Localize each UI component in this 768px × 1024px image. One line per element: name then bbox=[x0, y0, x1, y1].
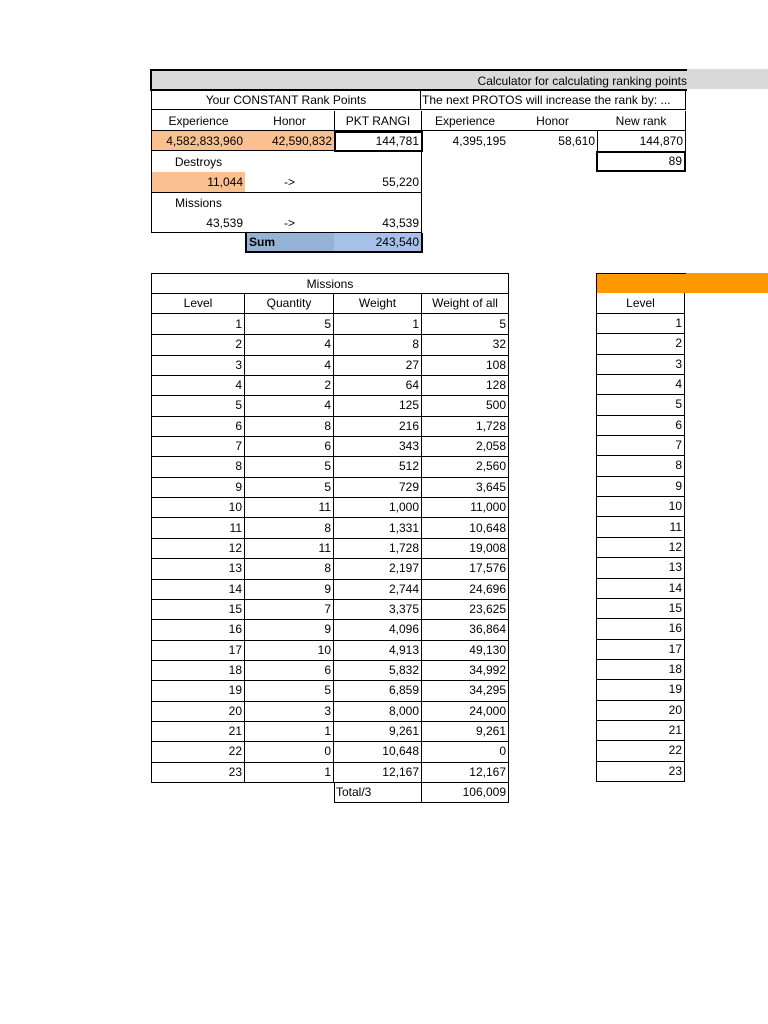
header-pkt-rangi: PKT RANGI bbox=[334, 111, 422, 131]
missions-cell-level: 15 bbox=[151, 599, 245, 620]
right-header-level: Level bbox=[596, 293, 685, 314]
right-level-cell: 22 bbox=[596, 740, 685, 761]
missions-cell-quantity[interactable]: 5 bbox=[245, 477, 334, 498]
right-level-cell: 10 bbox=[596, 496, 685, 517]
missions-cell-level: 3 bbox=[151, 355, 245, 376]
right-level-cell: 12 bbox=[596, 537, 685, 558]
right-level-cell: 16 bbox=[596, 618, 685, 639]
missions-cell-quantity[interactable]: 9 bbox=[245, 579, 334, 600]
missions-cell-weight: 343 bbox=[334, 436, 422, 457]
right-level-cell: 14 bbox=[596, 578, 685, 599]
missions-cell-weight-of-all: 5 bbox=[422, 314, 509, 335]
missions-cell-weight: 125 bbox=[334, 395, 422, 416]
right-header-divider bbox=[596, 273, 686, 294]
missions-cell-quantity[interactable]: 6 bbox=[245, 660, 334, 681]
missions-label: Missions bbox=[151, 193, 245, 213]
missions-cell-quantity[interactable]: 1 bbox=[245, 721, 334, 742]
missions-cell-weight-of-all: 23,625 bbox=[422, 599, 509, 620]
header-honor: Honor bbox=[245, 111, 334, 131]
missions-cell-weight-of-all: 500 bbox=[422, 395, 509, 416]
missions-cell-quantity[interactable]: 8 bbox=[245, 518, 334, 539]
missions-cell-weight: 64 bbox=[334, 375, 422, 396]
right-border-upper bbox=[421, 152, 422, 213]
missions-cell-level: 20 bbox=[151, 701, 245, 722]
missions-cell-quantity[interactable]: 3 bbox=[245, 701, 334, 722]
left-border-upper bbox=[151, 90, 152, 233]
missions-cell-level: 12 bbox=[151, 538, 245, 559]
missions-cell-quantity[interactable]: 11 bbox=[245, 538, 334, 559]
missions-cell-weight: 1,000 bbox=[334, 497, 422, 518]
missions-cell-weight: 3,375 bbox=[334, 599, 422, 620]
missions-cell-weight: 6,859 bbox=[334, 680, 422, 701]
right-level-cell: 9 bbox=[596, 476, 685, 497]
missions-cell-level: 8 bbox=[151, 456, 245, 477]
missions-cell-weight: 2,197 bbox=[334, 558, 422, 579]
missions-cell-quantity[interactable]: 6 bbox=[245, 436, 334, 457]
missions-cell-weight: 1 bbox=[334, 314, 422, 335]
missions-cell-quantity[interactable]: 4 bbox=[245, 395, 334, 416]
missions-cell-weight-of-all: 10,648 bbox=[422, 518, 509, 539]
rank-increase-value: 89 bbox=[596, 151, 686, 172]
right-level-cell: 19 bbox=[596, 679, 685, 700]
missions-cell-weight-of-all: 108 bbox=[422, 355, 509, 376]
constant-rank-title: Your CONSTANT Rank Points bbox=[151, 90, 421, 110]
missions-cell-level: 6 bbox=[151, 416, 245, 437]
right-level-cell: 5 bbox=[596, 394, 685, 415]
right-level-cell: 6 bbox=[596, 415, 685, 436]
right-level-cell: 8 bbox=[596, 455, 685, 476]
missions-cell-level: 9 bbox=[151, 477, 245, 498]
missions-cell-level: 18 bbox=[151, 660, 245, 681]
missions-header-quantity: Quantity bbox=[245, 293, 334, 314]
missions-cell-weight-of-all: 19,008 bbox=[422, 538, 509, 559]
missions-cell-weight: 1,331 bbox=[334, 518, 422, 539]
missions-cell-weight: 1,728 bbox=[334, 538, 422, 559]
missions-cell-level: 4 bbox=[151, 375, 245, 396]
missions-cell-weight: 4,913 bbox=[334, 640, 422, 661]
missions-cell-level: 13 bbox=[151, 558, 245, 579]
missions-header-level: Level bbox=[151, 293, 245, 314]
header-new-rank: New rank bbox=[597, 111, 686, 131]
missions-cell-weight-of-all: 9,261 bbox=[422, 721, 509, 742]
missions-cell-weight-of-all: 12,167 bbox=[422, 762, 509, 783]
missions-cell-weight: 10,648 bbox=[334, 741, 422, 762]
right-level-cell: 21 bbox=[596, 720, 685, 741]
missions-cell-quantity[interactable]: 11 bbox=[245, 497, 334, 518]
destroys-input[interactable]: 11,044 bbox=[151, 172, 245, 192]
missions-cell-level: 1 bbox=[151, 314, 245, 335]
right-level-cell: 7 bbox=[596, 435, 685, 456]
missions-cell-level: 23 bbox=[151, 762, 245, 783]
missions-cell-quantity[interactable]: 4 bbox=[245, 355, 334, 376]
missions-cell-level: 2 bbox=[151, 334, 245, 355]
right-level-cell: 15 bbox=[596, 598, 685, 619]
missions-cell-weight-of-all: 36,864 bbox=[422, 619, 509, 640]
header-next-experience: Experience bbox=[422, 111, 508, 131]
right-level-cell: 18 bbox=[596, 659, 685, 680]
missions-cell-level: 14 bbox=[151, 579, 245, 600]
next-protos-title: The next PROTOS will increase the rank by: ... bbox=[421, 90, 686, 110]
right-level-cell: 23 bbox=[596, 761, 685, 782]
missions-cell-weight-of-all: 11,000 bbox=[422, 497, 509, 518]
missions-cell-weight: 512 bbox=[334, 456, 422, 477]
missions-cell-quantity[interactable]: 2 bbox=[245, 375, 334, 396]
missions-cell-quantity[interactable]: 5 bbox=[245, 680, 334, 701]
right-level-cell: 17 bbox=[596, 639, 685, 660]
missions-cell-quantity[interactable]: 5 bbox=[245, 314, 334, 335]
missions-cell-quantity[interactable]: 4 bbox=[245, 334, 334, 355]
new-rank-value: 144,870 bbox=[597, 131, 686, 151]
right-level-cell: 13 bbox=[596, 557, 685, 578]
missions-cell-weight: 9,261 bbox=[334, 721, 422, 742]
missions-cell-level: 10 bbox=[151, 497, 245, 518]
missions-cell-weight-of-all: 17,576 bbox=[422, 558, 509, 579]
missions-cell-weight-of-all: 32 bbox=[422, 334, 509, 355]
missions-cell-level: 5 bbox=[151, 395, 245, 416]
right-level-cell: 1 bbox=[596, 313, 685, 334]
missions-cell-weight-of-all: 2,560 bbox=[422, 456, 509, 477]
missions-cell-weight-of-all: 34,992 bbox=[422, 660, 509, 681]
missions-header-weight-of-all: Weight of all bbox=[422, 293, 509, 314]
calculator-title-bar bbox=[150, 69, 687, 91]
missions-total-value: 106,009 bbox=[422, 782, 509, 803]
header-experience: Experience bbox=[151, 111, 245, 131]
missions-cell-level: 21 bbox=[151, 721, 245, 742]
missions-total-label: Total/3 bbox=[334, 782, 422, 803]
honor-input[interactable]: 42,590,832 bbox=[245, 131, 334, 151]
right-level-cell: 3 bbox=[596, 354, 685, 375]
missions-cell-quantity[interactable]: 7 bbox=[245, 599, 334, 620]
missions-cell-level: 22 bbox=[151, 741, 245, 762]
sum-value: 243,540 bbox=[334, 233, 423, 253]
missions-cell-level: 16 bbox=[151, 619, 245, 640]
missions-cell-weight: 8,000 bbox=[334, 701, 422, 722]
missions-cell-weight-of-all: 24,696 bbox=[422, 579, 509, 600]
next-experience-value: 4,395,195 bbox=[452, 134, 506, 148]
right-level-cell: 2 bbox=[596, 333, 685, 354]
sum-label: Sum bbox=[245, 233, 334, 253]
missions-cell-weight: 729 bbox=[334, 477, 422, 498]
gray-strip bbox=[687, 69, 768, 89]
missions-cell-weight-of-all: 24,000 bbox=[422, 701, 509, 722]
missions-header-weight: Weight bbox=[334, 293, 422, 314]
pkt-rangi-value: 144,781 bbox=[334, 131, 423, 152]
missions-cell-level: 19 bbox=[151, 680, 245, 701]
destroys-arrow: -> bbox=[283, 175, 295, 189]
missions-points: 43,539 bbox=[334, 213, 422, 233]
destroys-divider bbox=[151, 172, 422, 193]
missions-cell-weight-of-all: 2,058 bbox=[422, 436, 509, 457]
missions-cell-quantity[interactable]: 9 bbox=[245, 619, 334, 640]
missions-cell-quantity[interactable]: 1 bbox=[245, 762, 334, 783]
missions-cell-weight: 5,832 bbox=[334, 660, 422, 681]
missions-cell-weight-of-all: 34,295 bbox=[422, 680, 509, 701]
missions-cell-quantity[interactable]: 5 bbox=[245, 456, 334, 477]
missions-cell-weight: 2,744 bbox=[334, 579, 422, 600]
missions-table-title: Missions bbox=[151, 273, 509, 294]
missions-cell-weight-of-all: 128 bbox=[422, 375, 509, 396]
missions-cell-weight: 4,096 bbox=[334, 619, 422, 640]
missions-cell-weight: 216 bbox=[334, 416, 422, 437]
missions-cell-quantity[interactable]: 0 bbox=[245, 741, 334, 762]
missions-cell-weight-of-all: 0 bbox=[422, 741, 509, 762]
right-level-cell: 4 bbox=[596, 374, 685, 395]
missions-cell-quantity[interactable]: 10 bbox=[245, 640, 334, 661]
header-next-honor: Honor bbox=[508, 111, 597, 131]
missions-cell-weight: 12,167 bbox=[334, 762, 422, 783]
missions-cell-weight-of-all: 3,645 bbox=[422, 477, 509, 498]
missions-cell-weight: 27 bbox=[334, 355, 422, 376]
experience-input[interactable]: 4,582,833,960 bbox=[151, 131, 245, 151]
missions-cell-quantity[interactable]: 8 bbox=[245, 416, 334, 437]
missions-arrow: -> bbox=[245, 213, 334, 233]
missions-cell-quantity[interactable]: 8 bbox=[245, 558, 334, 579]
destroys-label: Destroys bbox=[151, 152, 245, 172]
missions-cell-weight: 8 bbox=[334, 334, 422, 355]
right-level-cell: 20 bbox=[596, 700, 685, 721]
next-honor-value: 58,610 bbox=[558, 134, 595, 148]
calculator-title: Calculator for calculating ranking points bbox=[477, 74, 687, 88]
right-level-cell: 11 bbox=[596, 517, 685, 538]
missions-cell-level: 11 bbox=[151, 518, 245, 539]
missions-cell-weight-of-all: 1,728 bbox=[422, 416, 509, 437]
missions-cell-level: 17 bbox=[151, 640, 245, 661]
missions-cell-weight-of-all: 49,130 bbox=[422, 640, 509, 661]
destroys-points: 55,220 bbox=[334, 172, 422, 192]
missions-count: 43,539 bbox=[151, 213, 245, 233]
missions-cell-level: 7 bbox=[151, 436, 245, 457]
